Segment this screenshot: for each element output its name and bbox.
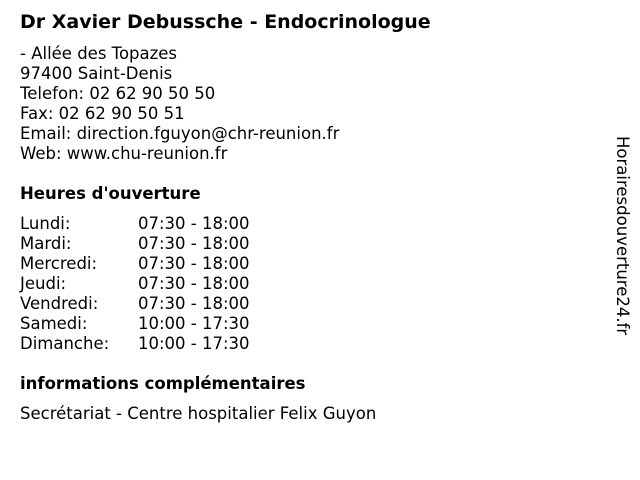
time-range: 07:30 - 18:00: [138, 274, 250, 293]
hours-row-friday: [20, 294, 280, 314]
contact-block: [20, 44, 339, 164]
time-range: 10:00 - 17:30: [138, 314, 250, 333]
hours-row-wednesday: [20, 254, 280, 274]
day-label: Samedi:: [20, 314, 88, 333]
hours-row-tuesday: [20, 234, 280, 254]
address-city: 97400 Saint-Denis: [20, 64, 173, 83]
hours-row-sunday: [20, 334, 280, 354]
fax-line: Fax: 02 62 90 50 51: [20, 104, 185, 123]
time-range: 07:30 - 18:00: [138, 294, 250, 313]
additional-info-text: Secrétariat - Centre hospitalier Felix Guyon: [20, 404, 377, 423]
site-watermark: Horairesdouverture24.fr: [613, 136, 632, 336]
day-label: Vendredi:: [20, 294, 99, 313]
hours-row-monday: [20, 214, 280, 234]
time-range: 07:30 - 18:00: [138, 214, 250, 233]
time-range: 07:30 - 18:00: [138, 254, 250, 273]
additional-info-heading: informations complémentaires: [20, 374, 306, 393]
time-range: 10:00 - 17:30: [138, 334, 250, 353]
hours-row-saturday: [20, 314, 280, 334]
phone-line: Telefon: 02 62 90 50 50: [20, 84, 216, 103]
time-range: 07:30 - 18:00: [138, 234, 250, 253]
day-label: Mercredi:: [20, 254, 98, 273]
day-label: Lundi:: [20, 214, 71, 233]
address-street: - Allée des Topazes: [20, 44, 178, 63]
opening-hours-list: [20, 214, 280, 354]
day-label: Mardi:: [20, 234, 72, 253]
day-label: Dimanche:: [20, 334, 110, 353]
web-line: Web: www.chu-reunion.fr: [20, 144, 228, 163]
opening-hours-heading: Heures d'ouverture: [20, 184, 201, 203]
email-line: Email: direction.fguyon@chr-reunion.fr: [20, 124, 340, 143]
hours-row-thursday: [20, 274, 280, 294]
page-title: Dr Xavier Debussche - Endocrinologue: [20, 11, 431, 33]
day-label: Jeudi:: [20, 274, 67, 293]
